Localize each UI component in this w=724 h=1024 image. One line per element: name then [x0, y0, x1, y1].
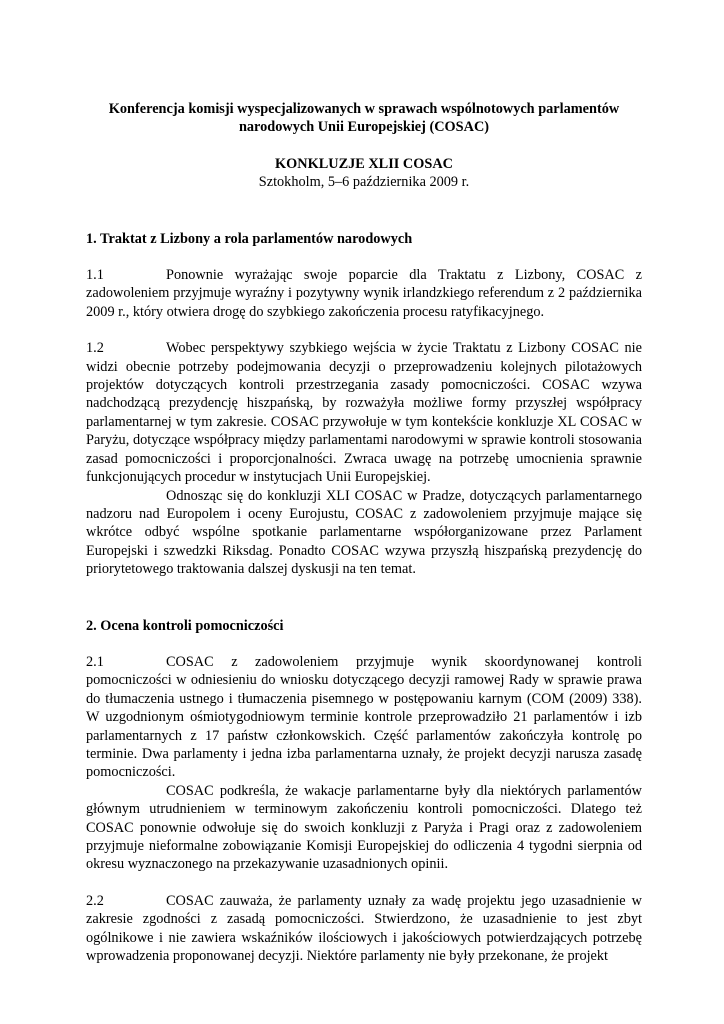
paragraph-number: 2.1: [86, 653, 104, 670]
paragraph-2-1-continued: COSAC podkreśla, że wakacje parlamentarne były dla niektórych parlamentów głównym utrudnieniem w terminowym zakończeniu kontroli pomocniczości. Dlatego też COSAC ponownie odwołuje się do swoich konkluzji z Paryża i Pragi oraz z zadowoleniem przyjmuje nieformalne zobowiązanie Komisji Europejskiej do odliczenia 4 tygodni sierpnia od okresu wyznaczonego na przekazywanie uzasadnionych opinii.: [86, 782, 642, 873]
section-2-heading: 2. Ocena kontroli pomocniczości: [86, 617, 284, 634]
paragraph-number: 2.2: [86, 892, 104, 909]
document-subtitle: KONKLUZJE XLII COSAC: [275, 155, 453, 172]
paragraph-1-1: [86, 266, 642, 321]
document-page: [86, 100, 642, 965]
paragraph-number: 1.2: [86, 340, 104, 357]
paragraph-2-1: [86, 653, 642, 782]
paragraph-text: COSAC zauważa, że parlamenty uznały za wadę projektu jego uzasadnienie w zakresie zgodności z zasadą pomocniczości. Stwierdzono, że uzasadnienie to jest zbyt ogólnikowe i nie zawiera wskaźników ilościowych i jakościowych potwierdzających potrzebę wprowadzenia proponowanej decyzji. Niektóre parlamenty nie były przekonane, że projekt: [86, 892, 642, 965]
paragraph-1-2-continued: Odnosząc się do konkluzji XLI COSAC w Pradze, dotyczących parlamentarnego nadzoru nad Europolem i oceny Eurojustu, COSAC z zadowoleniem przyjmuje mające się wkrótce odbyć wspólne spotkanie parlamentarne współorganizowane przez Parlament Europejski i szwedzki Riksdag. Ponadto COSAC wzywa przyszłą hiszpańską prezydencję do priorytetowego traktowania dalszej dyskusji na ten temat.: [86, 487, 642, 578]
conclusions-block: [86, 155, 642, 192]
paragraph-number: 1.1: [86, 267, 104, 284]
paragraph-text: COSAC z zadowoleniem przyjmuje wynik skoordynowanej kontroli pomocniczości w odniesieniu do wniosku dotyczącego decyzji ramowej Rady w sprawie prawa do tłumaczenia ustnego i tłumaczenia pisemnego w postępowaniu karnym (COM (2009) 338). W uzgodnionym ośmiotygodniowym terminie kontrole przeprowadziło 21 parlamentów i izb parlamentarnych z 17 państw członkowskich. Część parlamentów zakończyła kontrolę po terminie. Dwa parlamenty i jedna izba parlamentarna uznały, że projekt decyzji narusza zasadę pomocniczości.: [86, 653, 642, 781]
section-1-heading: 1. Traktat z Lizbony a rola parlamentów narodowych: [86, 230, 413, 247]
place-date: Sztokholm, 5–6 października 2009 r.: [258, 174, 470, 191]
paragraph-text: Wobec perspektywy szybkiego wejścia w życie Traktatu z Lizbony COSAC nie widzi obecnie potrzeby podejmowania decyzji o przeprowadzeniu kolejnych pilotażowych projektów dotyczących kontroli przestrzegania zasady pomocniczości. COSAC wzywa nadchodzącą prezydencję hiszpańską, by rozważyła możliwe formy przyszłej współpracy parlamentarnej w tym zakresie. COSAC przywołuje w tym kontekście konkluzje XL COSAC w Paryżu, dotyczące współpracy między parlamentami narodowymi w sprawie kontroli stosowania zasad pomocniczości i proporcjonalności. Zwraca uwagę na potrzebę umocnienia sprawnie funkcjonujących procedur w instytucjach Unii Europejskiej.: [86, 340, 642, 486]
paragraph-text: Ponownie wyrażając swoje poparcie dla Traktatu z Lizbony, COSAC z zadowoleniem przyjmuje wyraźny i pozytywny wynik irlandzkiego referendum z 2 października 2009 r., który otwiera drogę do szybkiego zakończenia procesu ratyfikacyjnego.: [86, 267, 642, 320]
paragraph-1-2: [86, 339, 642, 486]
paragraph-2-2: [86, 892, 642, 966]
document-title: Konferencja komisji wyspecjalizowanych w sprawach wspólnotowych parlamentów narodowych Unii Europejskiej (COSAC): [108, 101, 620, 136]
